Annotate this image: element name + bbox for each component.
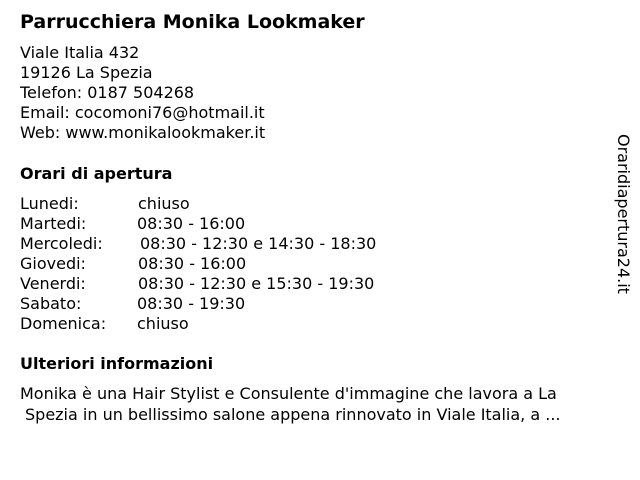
- description-line: Spezia in un bellissimo salone appena rinnovato in Viale Italia, a ...: [25, 405, 561, 424]
- phone-number: Telefon: 0187 504268: [20, 83, 195, 102]
- time-value: chiuso: [137, 314, 189, 333]
- time-value: 08:30 - 16:00: [138, 254, 247, 273]
- business-name: Parrucchiera Monika Lookmaker: [20, 11, 365, 33]
- email-address: Email: cocomoni76@hotmail.it: [20, 103, 265, 122]
- day-label: Martedi:: [20, 214, 87, 233]
- time-value: 08:30 - 12:30 e 15:30 - 19:30: [138, 274, 375, 293]
- address-street: Viale Italia 432: [20, 43, 140, 62]
- site-watermark: Oraridiapertura24.it: [614, 134, 633, 294]
- website-address: Web: www.monikalookmaker.it: [20, 123, 266, 142]
- time-value: 08:30 - 19:30: [137, 294, 246, 313]
- day-label: Venerdi:: [20, 274, 86, 293]
- business-description: [20, 383, 618, 425]
- address-city: 19126 La Spezia: [20, 63, 153, 82]
- time-value: 08:30 - 16:00: [137, 214, 246, 233]
- time-value: 08:30 - 12:30 e 14:30 - 18:30: [140, 234, 377, 253]
- time-value: chiuso: [138, 194, 190, 213]
- info-heading: Ulteriori informazioni: [20, 354, 214, 373]
- day-label: Mercoledi:: [20, 234, 103, 253]
- description-line: Monika è una Hair Stylist e Consulente d'immagine che lavora a La: [20, 384, 557, 403]
- day-label: Lunedi:: [20, 194, 79, 213]
- day-label: Giovedi:: [20, 254, 86, 273]
- hours-heading: Orari di apertura: [20, 164, 173, 183]
- contact-block: [20, 43, 265, 143]
- day-label: Sabato:: [20, 294, 82, 313]
- day-label: Domenica:: [20, 314, 107, 333]
